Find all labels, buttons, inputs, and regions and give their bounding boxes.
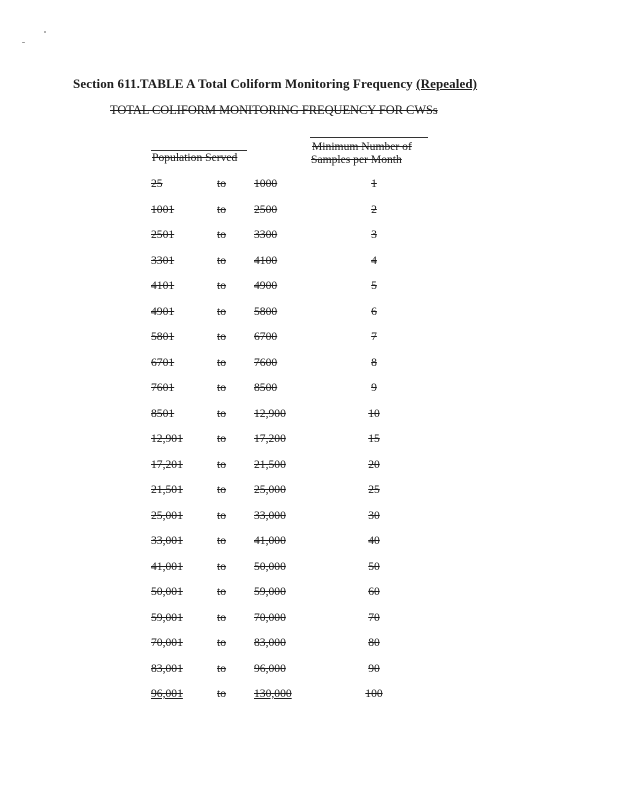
population-upto: 4100 — [254, 254, 278, 267]
sample-count: 1 — [371, 177, 377, 190]
population-upto: 17,200 — [254, 432, 286, 445]
table-row — [0, 305, 618, 323]
population-upto: 6700 — [254, 330, 278, 343]
table-row — [0, 509, 618, 527]
range-to-word: to — [217, 509, 227, 522]
table-row — [0, 407, 618, 425]
population-from: 5801 — [151, 330, 175, 343]
sample-count: 9 — [371, 381, 377, 394]
table-row — [0, 611, 618, 629]
sample-count: 4 — [371, 254, 377, 267]
table-row — [0, 279, 618, 297]
range-to-word: to — [217, 305, 227, 318]
column-header-samples-line1: Minimum Number of — [312, 140, 412, 153]
population-upto: 130,000 — [254, 687, 292, 700]
population-from: 8501 — [151, 407, 175, 420]
sample-count: 10 — [368, 407, 380, 420]
range-to-word: to — [217, 534, 227, 547]
population-from: 17,201 — [151, 458, 183, 471]
range-to-word: to — [217, 458, 227, 471]
sample-count: 7 — [371, 330, 377, 343]
column-header-samples-line2: Samples per Month — [311, 153, 402, 166]
range-to-word: to — [217, 407, 227, 420]
range-to-word: to — [217, 432, 227, 445]
population-from: 6701 — [151, 356, 175, 369]
range-to-word: to — [217, 560, 227, 573]
column-header-population: Population Served — [152, 151, 238, 164]
population-upto: 33,000 — [254, 509, 286, 522]
repealed-label: (Repealed) — [416, 76, 478, 91]
sample-count: 20 — [368, 458, 380, 471]
range-to-word: to — [217, 279, 227, 292]
range-to-word: to — [217, 381, 227, 394]
range-to-word: to — [217, 636, 227, 649]
table-row — [0, 381, 618, 399]
range-to-word: to — [217, 585, 227, 598]
population-upto: 2500 — [254, 203, 278, 216]
range-to-word: to — [217, 611, 227, 624]
table-row — [0, 636, 618, 654]
population-from: 12,901 — [151, 432, 183, 445]
population-from: 7601 — [151, 381, 175, 394]
sample-count: 70 — [368, 611, 380, 624]
sample-count: 25 — [368, 483, 380, 496]
range-to-word: to — [217, 203, 227, 216]
range-to-word: to — [217, 228, 227, 241]
table-row — [0, 228, 618, 246]
sample-count: 2 — [371, 203, 377, 216]
table-row — [0, 356, 618, 374]
population-from: 25 — [151, 177, 163, 190]
sample-count: 5 — [371, 279, 377, 292]
population-upto: 21,500 — [254, 458, 286, 471]
sample-count: 90 — [368, 662, 380, 675]
population-from: 50,001 — [151, 585, 183, 598]
sample-count: 50 — [368, 560, 380, 573]
population-from: 25,001 — [151, 509, 183, 522]
population-from: 3301 — [151, 254, 175, 267]
population-from: 1001 — [151, 203, 175, 216]
population-upto: 3300 — [254, 228, 278, 241]
population-upto: 83,000 — [254, 636, 286, 649]
range-to-word: to — [217, 177, 227, 190]
sample-count: 6 — [371, 305, 377, 318]
population-from: 4901 — [151, 305, 175, 318]
population-upto: 41,000 — [254, 534, 286, 547]
range-to-word: to — [217, 356, 227, 369]
population-upto: 7600 — [254, 356, 278, 369]
range-to-word: to — [217, 330, 227, 343]
population-upto: 4900 — [254, 279, 278, 292]
table-row — [0, 662, 618, 680]
population-from: 33,001 — [151, 534, 183, 547]
sample-count: 3 — [371, 228, 377, 241]
table-row — [0, 585, 618, 603]
population-upto: 59,000 — [254, 585, 286, 598]
sample-count: 8 — [371, 356, 377, 369]
population-upto: 5800 — [254, 305, 278, 318]
population-from: 83,001 — [151, 662, 183, 675]
table-row — [0, 458, 618, 476]
sample-count: 15 — [368, 432, 380, 445]
table-row — [0, 254, 618, 272]
population-from: 2501 — [151, 228, 175, 241]
population-upto: 8500 — [254, 381, 278, 394]
table-row — [0, 534, 618, 552]
population-from: 96,001 — [151, 687, 183, 700]
population-from: 21,501 — [151, 483, 183, 496]
population-upto: 12,900 — [254, 407, 286, 420]
section-title-text: Section 611.TABLE A Total Coliform Monitoring Frequency — [73, 76, 413, 91]
range-to-word: to — [217, 483, 227, 496]
population-from: 70,001 — [151, 636, 183, 649]
table-row — [0, 432, 618, 450]
sample-count: 40 — [368, 534, 380, 547]
table-row — [0, 203, 618, 221]
population-upto: 96,000 — [254, 662, 286, 675]
table-row — [0, 177, 618, 195]
table-row — [0, 560, 618, 578]
range-to-word: to — [217, 254, 227, 267]
population-upto: 1000 — [254, 177, 278, 190]
population-from: 41,001 — [151, 560, 183, 573]
table-title: TOTAL COLIFORM MONITORING FREQUENCY FOR CWSs — [110, 103, 438, 117]
sample-count: 80 — [368, 636, 380, 649]
population-upto: 50,000 — [254, 560, 286, 573]
table-row — [0, 687, 618, 705]
population-from: 59,001 — [151, 611, 183, 624]
table-row — [0, 330, 618, 348]
sample-count: 60 — [368, 585, 380, 598]
population-from: 4101 — [151, 279, 175, 292]
population-upto: 70,000 — [254, 611, 286, 624]
range-to-word: to — [217, 662, 227, 675]
population-upto: 25,000 — [254, 483, 286, 496]
range-to-word: to — [217, 687, 227, 700]
sample-count: 30 — [368, 509, 380, 522]
table-row — [0, 483, 618, 501]
sample-count: 100 — [365, 687, 383, 700]
